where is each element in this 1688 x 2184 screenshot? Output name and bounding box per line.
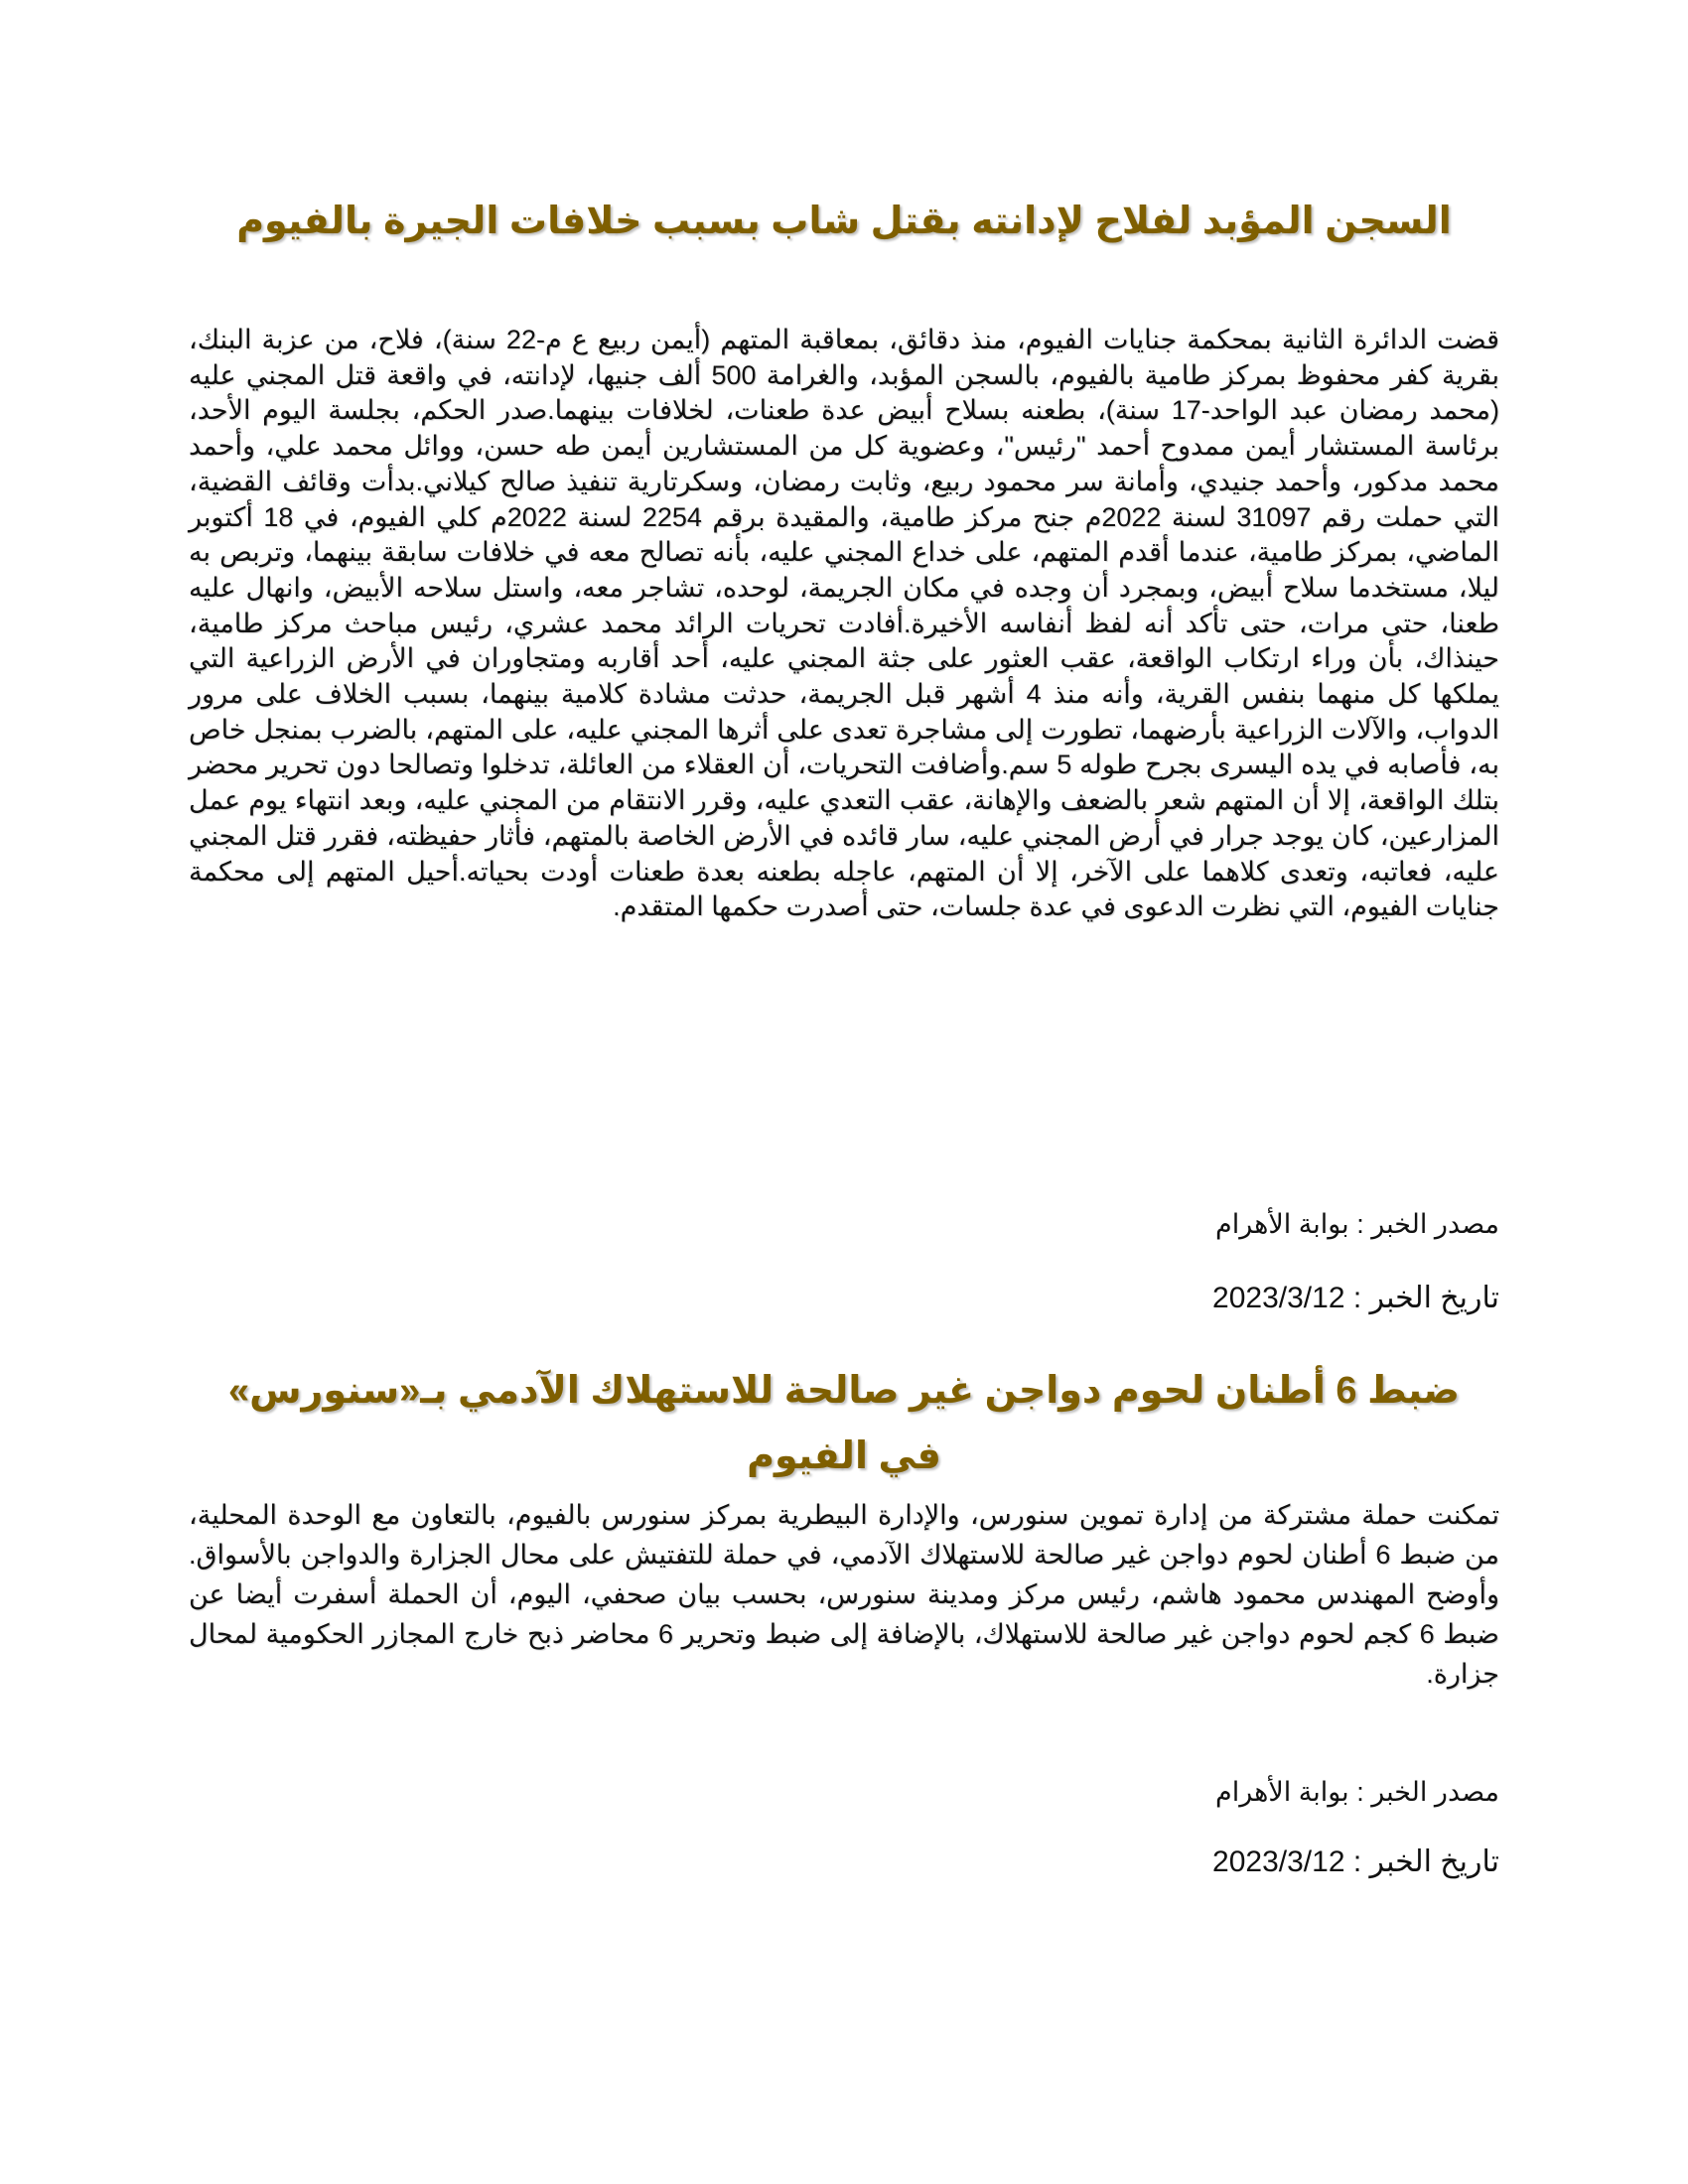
article-1-title: السجن المؤبد لفلاح لإدانته بقتل شاب بسبب خلافات الجيرة بالفيوم	[236, 201, 1452, 242]
article-1-body: قضت الدائرة الثانية بمحكمة جنايات الفيوم، منذ دقائق، بمعاقبة المتهم (أيمن ربيع ع م-22 سنة)، فلاح، من عزبة البنك، بقرية كفر محفوظ بمركز طامية بالفيوم، بالسجن المؤبد، والغرامة 500 ألف جنيها، لإدانته، في واقعة قتل المجني عليه (محمد رمضان عبد الواحد-17 سنة)، بطعنه بسلاح أبيض عدة طعنات، لخلافات بينهما.صدر الحكم، بجلسة اليوم الأحد، برئاسة المستشار أيمن ممدوح أحمد "رئيس"، وعضوية كل من المستشارين أيمن طه حسن، ووائل محمد علي، وأحمد محمد مدكور، وأحمد جنيدي، وأمانة سر محمود ربيع، وثابت رمضان، وسكرتارية تنفيذ صالح كيلاني.بدأت وقائف القضية، التي حملت رقم 31097 لسنة 2022م جنح مركز طامية، والمقيدة برقم 2254 لسنة 2022م كلي الفيوم، في 18 أكتوبر الماضي، بمركز طامية، عندما أقدم المتهم، على خداع المجني عليه، بأنه تصالح معه في خلافات سابقة بينهما، وتربص به ليلا، مستخدما سلاح أبيض، وبمجرد أن وجده في مكان الجريمة، لوحده، تشاجر معه، واستل سلاحه الأبيض، وانهال عليه طعنا، حتى مرات، حتى تأكد أنه لفظ أنفاسه الأخيرة.أفادت تحريات الرائد محمد عشري، رئيس مباحث مركز طامية، حينذاك، بأن وراء ارتكاب الواقعة، عقب العثور على جثة المجني عليه، أحد أقاربه ومتجاوران في الأرض الزراعية التي يملكها كل منهما بنفس القرية، وأنه منذ 4 أشهر قبل الجريمة، حدثت مشادة كلامية بينهما، بسبب الخلاف على مرور الدواب، والآلات الزراعية بأرضهما، تطورت إلى مشاجرة تعدى على أثرها المجني عليه، على المتهم، بالضرب بمنجل خاص به، فأصابه في يده اليسرى بجرح طوله 5 سم.وأضافت التحريات، أن العقلاء من العائلة، تدخلوا وتصالحا دون تحرير محضر بتلك الواقعة، إلا أن المتهم شعر بالضعف والإهانة، عقب التعدي عليه، وقرر الانتقام من المجني عليه، وبعد انتهاء يوم عمل المزارعين، كان يوجد جرار في أرض المجني عليه، سار قائده في الأرض الخاصة بالمتهم، فأثار حفيظته، فقرر قتل المجني عليه، فعاتبه، وتعدى كلاهما على الآخر، إلا أن المتهم، عاجله بطعنه بعدة طعنات أودت بحياته.أحيل المتهم إلى محكمة جنايات الفيوم، التي نظرت الدعوى في عدة جلسات، حتى أصدرت حكمها المتقدم.	[189, 325, 1500, 922]
article-2-source: مصدر الخبر : بوابة الأهرام	[1214, 1777, 1499, 1807]
article-2-body: تمكنت حملة مشتركة من إدارة تموين سنورس، والإدارة البيطرية بمركز سنورس بالفيوم، بالتعاون مع الوحدة المحلية، من ضبط 6 أطنان لحوم دواجن غير صالحة للاستهلاك الآدمي، في حملة للتفتيش على محال الجزارة والدواجن بالأسواق. وأوضح المهندس محمود هاشم، رئيس مركز ومدينة سنورس، بحسب بيان صحفي، اليوم، أن الحملة أسفرت أيضا عن ضبط 6 كجم لحوم دواجن غير صالحة للاستهلاك، بالإضافة إلى ضبط وتحرير 6 محاضر ذبح خارج المجازر الحكومية لمحال جزارة.	[189, 1500, 1499, 1689]
article-1-date: تاريخ الخبر : 2023/3/12	[1212, 1282, 1499, 1314]
article-2-title: ضبط 6 أطنان لحوم دواجن غير صالحة للاستهلاك الآدمي بـ«سنورس» في الفيوم	[227, 1370, 1461, 1477]
article-1-source: مصدر الخبر : بوابة الأهرام	[1214, 1209, 1499, 1239]
article-2-date: تاريخ الخبر : 2023/3/12	[1212, 1845, 1499, 1878]
